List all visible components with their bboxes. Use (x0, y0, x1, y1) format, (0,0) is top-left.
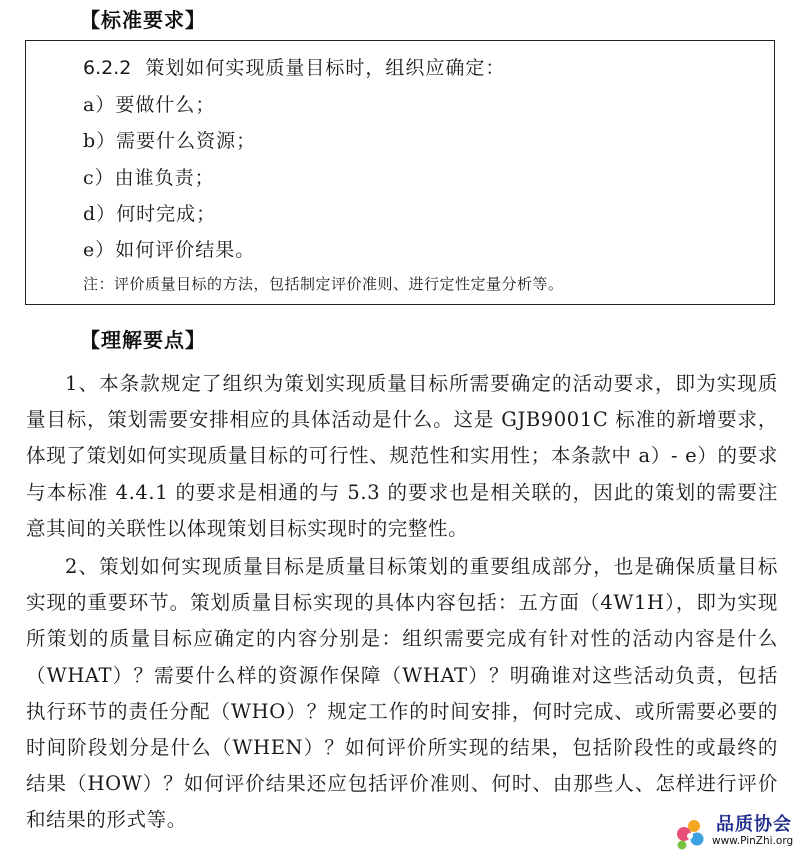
flower-logo-icon (670, 812, 714, 852)
standard-requirements-heading: 【标准要求】 (80, 8, 206, 32)
understanding-points-heading: 【理解要点】 (80, 328, 206, 352)
clause-item-a: a）要做什么； (83, 94, 216, 116)
watermark-brand: 品质协会 (716, 814, 792, 835)
clause-box (25, 40, 775, 305)
paragraph-2: 2、策划如何实现质量目标是质量目标策划的重要组成部分，也是确保质量目标实现的重要环节。策划质量目标实现的具体内容包括：五方面（4W1H），即为实现所策划的质量目标应确定的内容分别是：组织需要完成有针对性的活动内容是什么（WHAT）？需要什么样的资源作保障（WHAT）？明确谁对这些活动负责，包括执行环节的责任分配（WHO）？规定工作的时间安排，何时完成、或所需要必要的时间阶段划分是什么（WHEN）？如何评价所实现的结果，包括阶段性的或最终的结果（HOW）？如何评价结果还应包括评价准则、何时、由那些人、怎样进行评价和结果的形式等。 (26, 555, 778, 832)
watermark-url: www.PinZhi.org (712, 835, 794, 847)
clause-item-c: c）由谁负责； (83, 167, 215, 189)
clause-item-d: d）何时完成； (83, 203, 217, 225)
clause-title-line (83, 53, 505, 80)
clause-number: 6.2.2 (83, 57, 132, 79)
clause-item-b: b）需要什么资源； (83, 130, 257, 152)
clause-item-e: e）如何评价结果。 (83, 239, 256, 261)
clause-note: 注：评价质量目标的方法，包括制定评价准则、进行定性定量分析等。 (83, 275, 564, 293)
pinzhi-watermark-logo (670, 808, 800, 854)
clause-title: 策划如何实现质量目标时，组织应确定： (145, 57, 506, 79)
paragraph-1: 1、本条款规定了组织为策划实现质量目标所需要确定的活动要求，即为实现质量目标，策划需要安排相应的具体活动是什么。这是 GJB9001C 标准的新增要求，体现了策划如何实现质量目标的可行性、规范性和实用性；本条款中 a）- e）的要求与本标准 4.4.1 的要求是相通的与 5.3 的要求也是相关联的，因此的策划的需要注意其间的关联性以体现策划目标实现时的完整性。 (26, 372, 778, 540)
